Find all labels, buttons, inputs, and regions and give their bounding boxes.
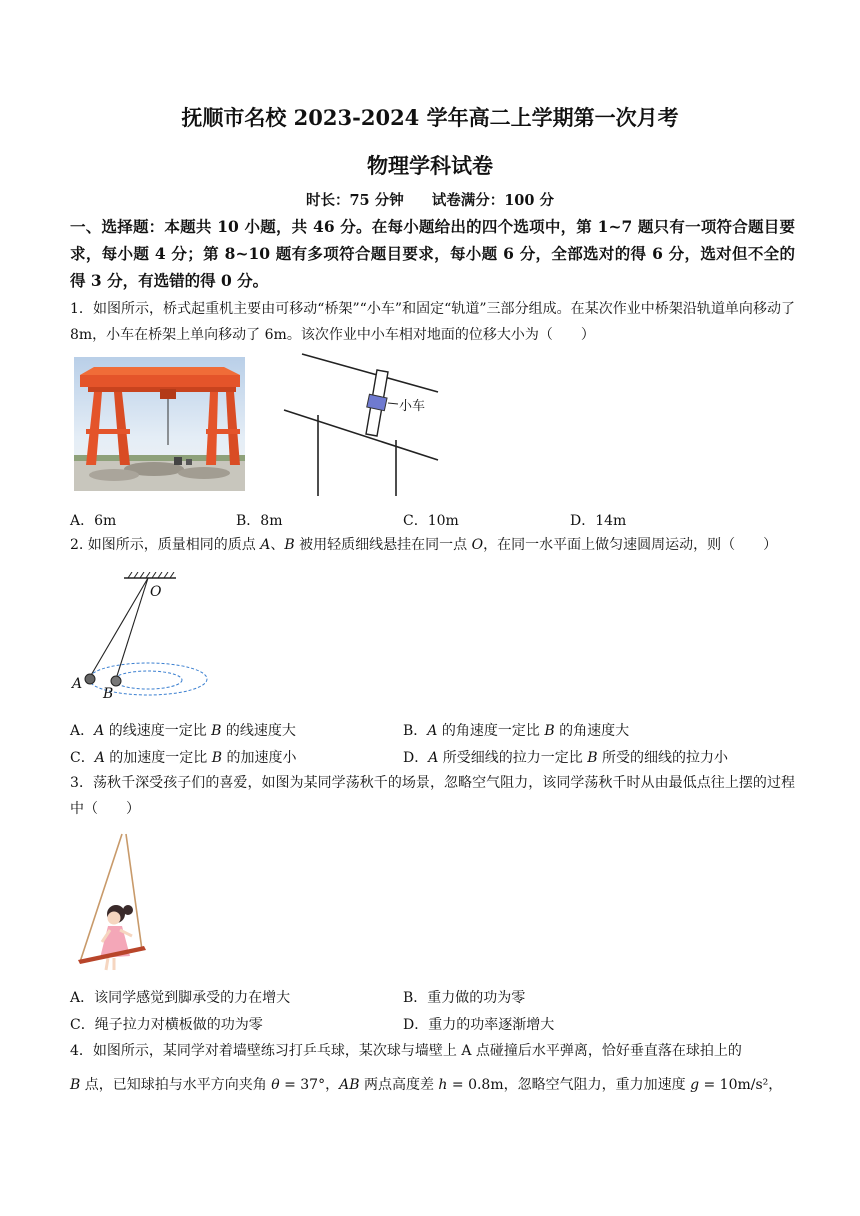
q3-option-a: A．该同学感觉到脚承受的力在增大 — [70, 990, 291, 1006]
point-o-label: O — [150, 584, 162, 600]
exam-duration: 时长：75 分钟 — [305, 192, 404, 209]
q1-option-c: C．10m — [403, 513, 459, 529]
exam-info — [0, 189, 860, 210]
section-heading: 一、选择题：本题共 10 小题，共 46 分。在每小题给出的四个选项中，第 1~7 题只有一项符合题目要求，每小题 4 分；第 8~10 题有多项符合题目要求，每小题 6 分，全部选对的得 6 分，选对但不全的得 3 分，有选错的得 0 分。 — [70, 217, 795, 290]
q3-option-d: D．重力的功率逐渐增大 — [403, 1017, 555, 1033]
exam-subject: 物理学科试卷 — [367, 153, 493, 178]
question-1-stem: 1．如图所示，桥式起重机主要由可移动“桥架”“小车”和固定“轨道”三部分组成。在某次作业中桥架沿轨道单向移动了 8m，小车在桥架上单向移动了 6m。该次作业中小车相对地面的位移大小为（ ） — [70, 301, 795, 343]
crane-diagram — [282, 352, 442, 498]
exam-title: 抚顺市名校 2023-2024 学年高二上学期第一次月考 — [181, 105, 679, 130]
question-2-stem: 2. 如图所示，质量相同的质点 A、B 被用轻质细线悬挂在同一点 O，在同一水平面上做匀速圆周运动，则（ ） — [70, 537, 778, 553]
question-3-stem: 3．荡秋千深受孩子们的喜爱，如图为某同学荡秋千的场景，忽略空气阻力，该同学荡秋千时从由最低点往上摆的过程中（ ） — [70, 775, 795, 817]
q2-option-d: D．A 所受细线的拉力一定比 B 所受的细线的拉力小 — [403, 750, 729, 766]
q3-option-c: C．绳子拉力对横板做的功为零 — [70, 1017, 263, 1033]
q2-option-a: A．A 的线速度一定比 B 的线速度大 — [70, 723, 296, 739]
point-a-label: A — [72, 676, 83, 692]
q1-option-a: A．6m — [70, 513, 117, 529]
q2-option-b: B．A 的角速度一定比 B 的角速度大 — [403, 723, 630, 739]
q3-option-b: B．重力做的功为零 — [403, 990, 526, 1006]
swing-illustration — [72, 832, 164, 974]
q1-option-d: D．14m — [570, 513, 627, 529]
question-4-line1: 4．如图所示，某同学对着墙壁练习打乒乓球，某次球与墙壁上 A 点碰撞后水平弹离，恰好垂直落在球拍上的 — [70, 1043, 742, 1059]
q1-option-b: B．8m — [236, 513, 283, 529]
pendulum-diagram — [70, 572, 215, 700]
question-4-line2: B 点，已知球拍与水平方向夹角 θ = 37°，AB 两点高度差 h = 0.8m，忽略空气阻力，重力加速度 g = 10m/s²， — [70, 1077, 783, 1093]
exam-full-score: 试卷满分：100 分 — [431, 192, 555, 209]
q2-option-c: C．A 的加速度一定比 B 的加速度小 — [70, 750, 297, 766]
crane-photo — [74, 357, 245, 491]
point-b-label: B — [103, 686, 114, 702]
trolley-label: 小车 — [399, 399, 426, 414]
